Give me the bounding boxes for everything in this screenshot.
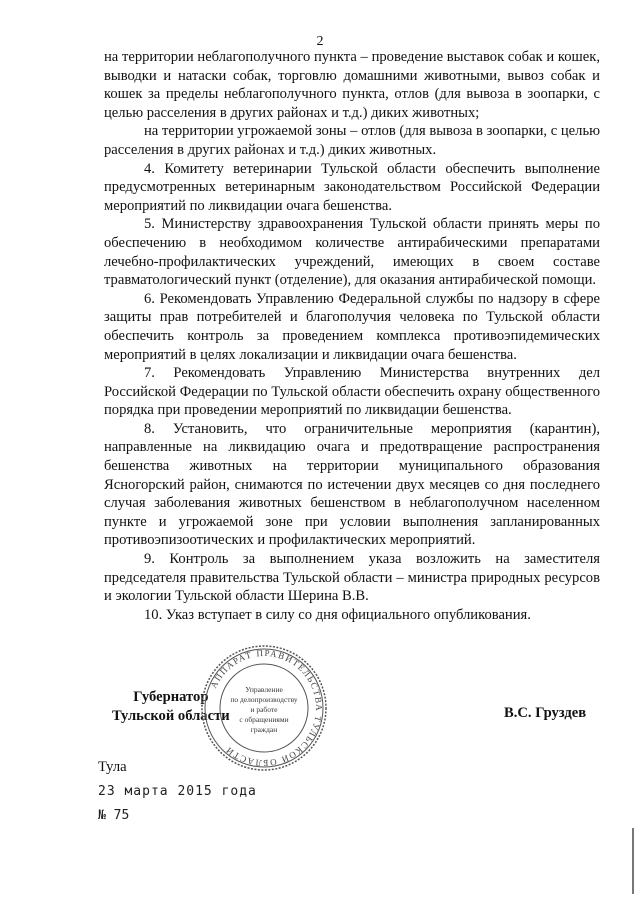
paragraph-item-7: 7. Рекомендовать Управлению Министерства внутренних дел Российской Федерации по Тульской области обеспечить охрану общественного порядка при проведении мероприятий по ликвидации бешенства. [104, 365, 600, 419]
paragraph-ban-threatened-zone: на территории угрожаемой зоны – отлов (для вывоза в зоопарки, с целью расселения в других районах и т.д.) диких животных. [104, 123, 600, 158]
paragraph-item-4: 4. Комитету ветеринарии Тульской области обеспечить выполнение предусмотренных ветеринарным законодательством Российской Федерации мероприятий по ликвидации очага бешенства. [104, 160, 600, 214]
paragraph-item-6: 6. Рекомендовать Управлению Федеральной службы по надзору в сфере защиты прав потребителей и благополучия человека по Тульской области обеспечить контроль за проведением комплекса противоэпидемических мероприятий в целях локализации и ликвидации очага бешенства. [104, 290, 600, 363]
paragraph-item-5: 5. Министерству здравоохранения Тульской области принять меры по обеспечению в необходимом количестве антирабическими препаратами лечебно-профилактических учреждений, имеющих в своем составе травматологический пункт (отделение), для оказания антирабической помощи. [104, 216, 600, 289]
document-date: 23 марта 2015 года [98, 784, 257, 799]
paragraph-item-10: 10. Указ вступает в силу со дня официального опубликования. [144, 606, 531, 623]
city: Тула [98, 759, 127, 775]
page-number: 2 [316, 34, 324, 49]
official-stamp [198, 642, 330, 774]
signatory-name: В.С. Груздев [504, 705, 587, 721]
signatory-title-line2: Тульской области [112, 708, 230, 724]
paragraph-item-8: 8. Установить, что ограничительные мероприятия (карантин), направленные на ликвидацию очага и предотвращение распространения бешенства животных на территории муниципального образования Ясногорский район, снимаются по истечении двух месяцев со дня последнего случая заболевания животных бешенством в неблагополучном населенном пункте и угрожаемой зоне при условии выполнения запланированных противоэпизоотических и профилактических мероприятий. [104, 420, 600, 549]
stamp-line-1: Управление [245, 685, 283, 694]
margin-mark [632, 828, 634, 894]
document-number: № 75 [98, 808, 130, 823]
document-body [104, 48, 600, 624]
paragraph-ban-unfavorable-point: на территории неблагополучного пункта – проведение выставок собак и кошек, выводки и натаски собак, торговлю домашними животными, вывоз собак и кошек за пределы неблагополучного пункта, отлов (для вывоза в зоопарки, с целью расселения в других районах и т.д.) диких животных; [104, 49, 600, 121]
stamp-line-5: граждан [250, 725, 278, 734]
stamp-line-3: и работе [250, 705, 278, 714]
stamp-line-4: с обращениями [239, 715, 289, 724]
stamp-ring-text: АППАРАТ ПРАВИТЕЛЬСТВА ТУЛЬСКОЙ ОБЛАСТИ [208, 647, 325, 769]
paragraph-item-9: 9. Контроль за выполнением указа возложить на заместителя председателя правительства Тульской области – министра природных ресурсов и экологии Тульской области Шерина В.В. [104, 551, 600, 605]
signatory-title-line1: Губернатор [133, 689, 209, 705]
stamp-line-2: по делопроизводству [230, 695, 298, 704]
